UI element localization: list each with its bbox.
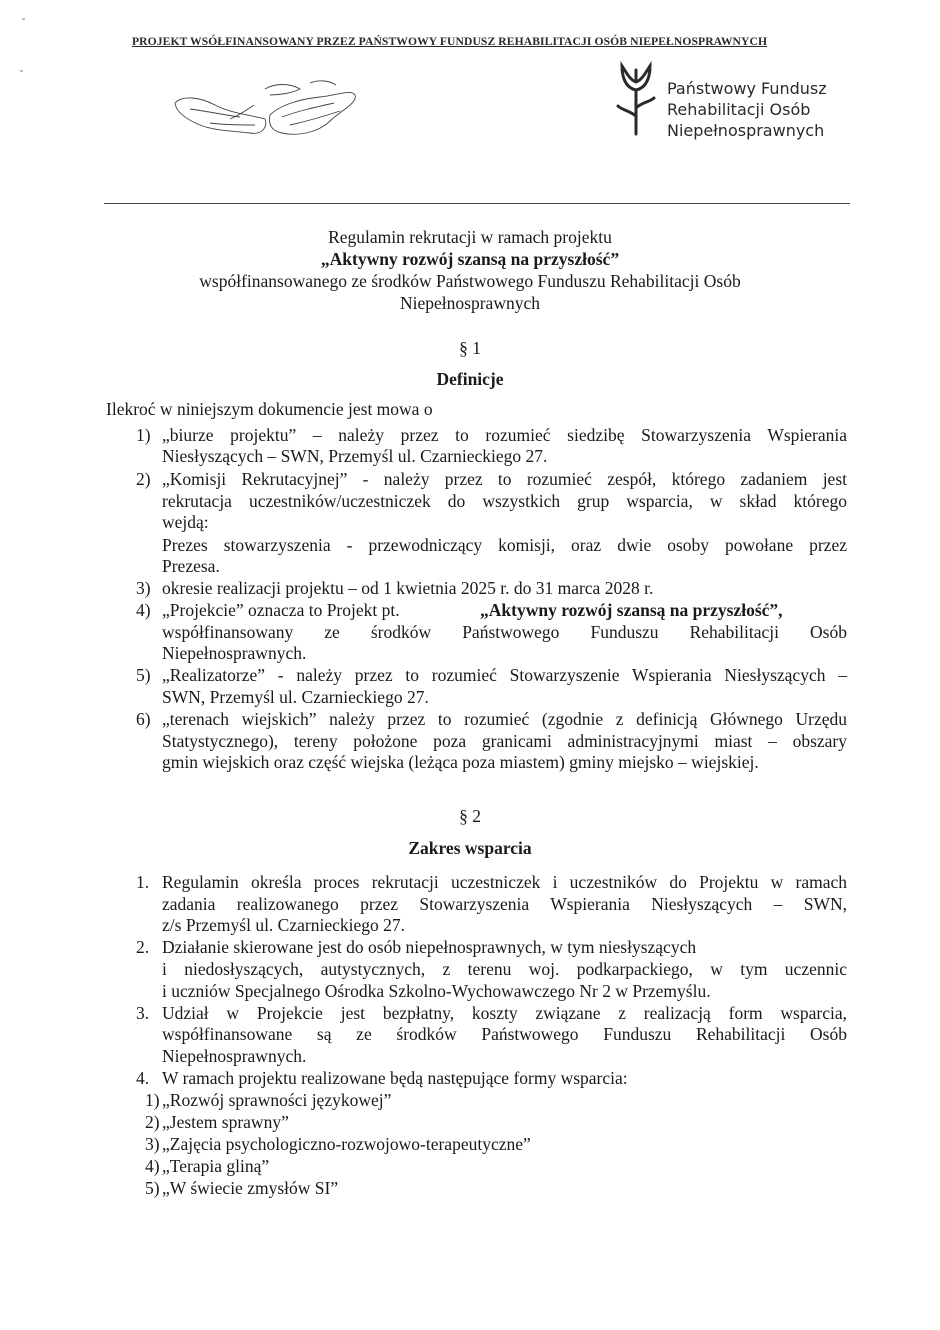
section-2-number: § 2 <box>459 806 481 826</box>
definition-text: Prezes stowarzyszenia - przewodniczący komisji, oraz dwie osoby powołane przez <box>162 535 847 555</box>
scope-text: z/s Przemyśl ul. Czarnieckiego 27. <box>162 915 405 935</box>
definition-text: „Projekcie” oznacza to Projekt pt. <box>162 600 400 620</box>
scope-text: zadania realizowanego przez Stowarzyszenia Wspierania Niesłyszących – SWN, <box>162 894 847 914</box>
definition-text: współfinansowany ze środków Państwowego Funduszu Rehabilitacji Osób <box>162 622 847 642</box>
definition-text: „Realizatorze” - należy przez to rozumieć Stowarzyszenie Wspierania Niesłyszących – <box>162 665 847 685</box>
header-divider <box>104 203 850 204</box>
pfron-tulip-icon <box>612 58 660 138</box>
definition-number: 1) <box>136 425 151 445</box>
cofinance-header: PROJEKT WSÓŁFINANSOWANY PRZEZ PAŃSTWOWY FUNDUSZ REHABILITACJI OSÓB NIEPEŁNOSPRAWNYCH <box>132 35 768 48</box>
support-form-number: 3) <box>145 1134 160 1154</box>
definition-text: wejdą: <box>162 512 209 532</box>
logo-line: Rehabilitacji Osób <box>667 100 811 119</box>
project-name-bold: „Aktywny rozwój szansą na przyszłość”, <box>480 600 783 620</box>
scope-text: Niepełnosprawnych. <box>162 1046 307 1066</box>
hands-icon <box>170 75 360 140</box>
title-line-4: Niepełnosprawnych <box>400 293 540 313</box>
support-form-label: „Terapia gliną” <box>162 1156 270 1176</box>
definition-text: Prezesa. <box>162 556 220 576</box>
support-form-number: 5) <box>145 1178 160 1198</box>
scope-text: i niedosłyszących, autystycznych, z terenu woj. podkarpackiego, w tym uczennic <box>162 959 847 979</box>
section-1-intro: Ilekroć w niniejszym dokumencie jest mowa o <box>106 399 433 419</box>
support-form-label: „Rozwój sprawności językowej” <box>162 1090 392 1110</box>
support-form-number: 1) <box>145 1090 160 1110</box>
scan-speck <box>20 70 23 72</box>
definition-text: „Komisji Rekrutacyjnej” - należy przez to rozumieć zespół, którego zadaniem jest <box>162 469 847 489</box>
scope-text: i uczniów Specjalnego Ośrodka Szkolno-Wychowawczego Nr 2 w Przemyślu. <box>162 981 711 1001</box>
definition-text: „terenach wiejskich” należy przez to rozumieć (zgodnie z definicją Głównego Urzędu <box>162 709 847 729</box>
scope-text: Udział w Projekcie jest bezpłatny, koszty związane z realizacją form wsparcia, <box>162 1003 847 1023</box>
definition-number: 2) <box>136 469 151 489</box>
definition-text: okresie realizacji projektu – od 1 kwietnia 2025 r. do 31 marca 2028 r. <box>162 578 654 598</box>
pfron-logo-text <box>667 78 867 141</box>
project-title: „Aktywny rozwój szansą na przyszłość” <box>320 249 620 269</box>
support-form-number: 4) <box>145 1156 160 1176</box>
section-2-heading: Zakres wsparcia <box>408 838 532 858</box>
definition-text: rekrutacja uczestników/uczestniczek do wszystkich grup wsparcia, w skład którego <box>162 491 847 511</box>
scope-number: 4. <box>136 1068 150 1088</box>
title-line-1: Regulamin rekrutacji w ramach projektu <box>328 227 612 247</box>
logo-line: Państwowy Fundusz <box>667 79 827 98</box>
section-1-heading: Definicje <box>436 369 504 389</box>
section-1-number: § 1 <box>459 338 481 358</box>
scope-text: Regulamin określa proces rekrutacji uczestniczek i uczestników do Projektu w ramach <box>162 872 847 892</box>
definition-text: gmin wiejskich oraz część wiejska (leżąca poza miastem) gminy miejsko – wiejskiej. <box>162 752 759 772</box>
definition-text: SWN, Przemyśl ul. Czarnieckiego 27. <box>162 687 429 707</box>
definition-number: 4) <box>136 600 151 620</box>
support-form-number: 2) <box>145 1112 160 1132</box>
definition-number: 6) <box>136 709 151 729</box>
definition-text: „biurze projektu” – należy przez to rozumieć siedzibę Stowarzyszenia Wspierania <box>162 425 847 445</box>
definition-text: Statystycznego), tereny położone poza granicami administracyjnymi miast – obszary <box>162 731 847 751</box>
scan-speck <box>22 18 25 20</box>
scope-number: 3. <box>136 1003 150 1023</box>
definition-number: 3) <box>136 578 151 598</box>
support-form-label: „Zajęcia psychologiczno-rozwojowo-terapeutyczne” <box>162 1134 531 1154</box>
title-line-3: współfinansowanego ze środków Państwowego Funduszu Rehabilitacji Osób <box>199 271 741 291</box>
definition-text: Niepełnosprawnych. <box>162 643 307 663</box>
support-form-label: „W świecie zmysłów SI” <box>162 1178 339 1198</box>
scope-number: 1. <box>136 872 150 892</box>
definition-number: 5) <box>136 665 151 685</box>
definition-text: Niesłyszących – SWN, Przemyśl ul. Czarnieckiego 27. <box>162 446 548 466</box>
scope-text: Działanie skierowane jest do osób niepełnosprawnych, w tym niesłyszących <box>162 937 697 957</box>
scope-text: współfinansowane są ze środków Państwowego Funduszu Rehabilitacji Osób <box>162 1024 847 1044</box>
logo-line: Niepełnosprawnych <box>667 121 825 140</box>
support-form-label: „Jestem sprawny” <box>162 1112 289 1132</box>
scope-text: W ramach projektu realizowane będą następujące formy wsparcia: <box>162 1068 628 1088</box>
scope-number: 2. <box>136 937 150 957</box>
